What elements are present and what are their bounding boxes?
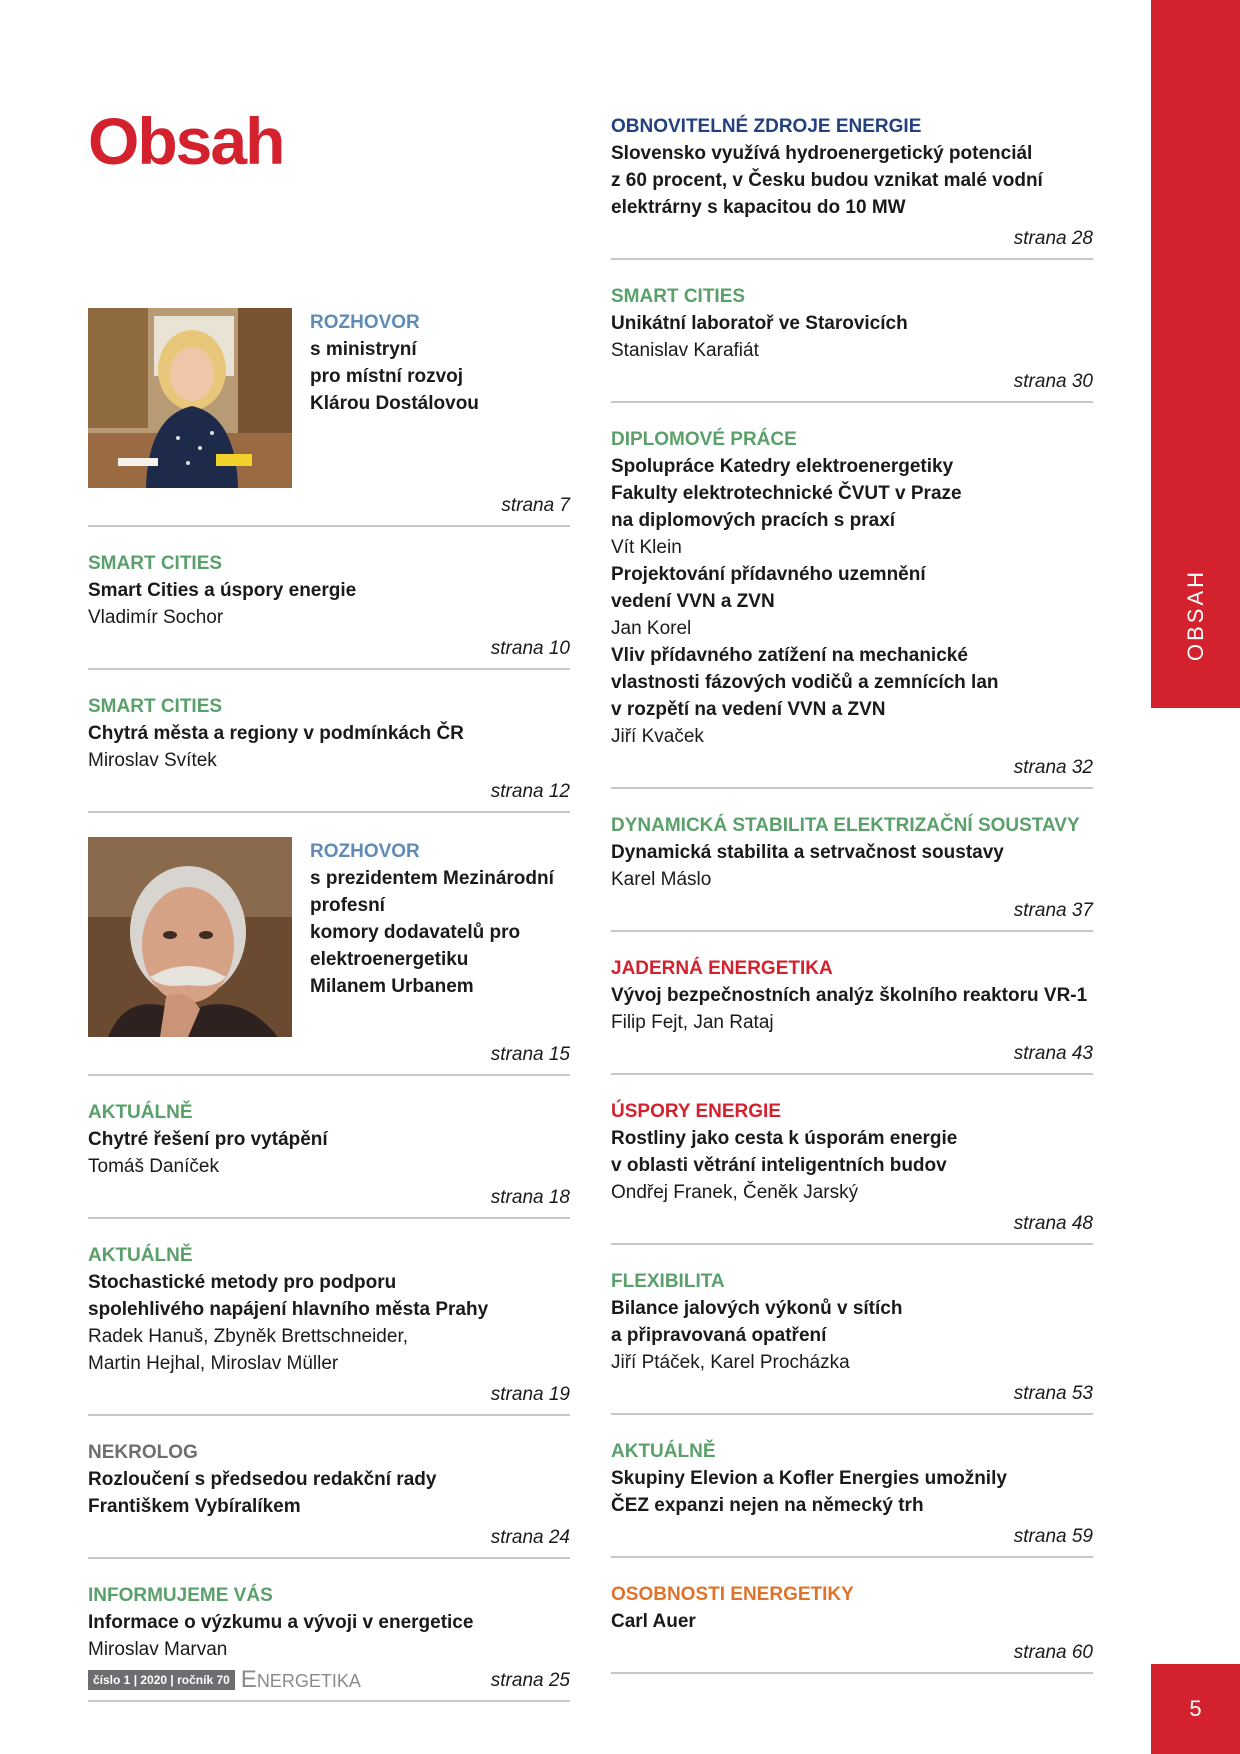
article-title-line: komory dodavatelů pro [310, 922, 521, 943]
page-reference: strana 32 [1013, 757, 1093, 778]
page-reference: strana 7 [501, 495, 570, 516]
article-title-line: Fakulty elektrotechnické ČVUT v Praze [611, 483, 962, 504]
article-author: Radek Hanuš, Zbyněk Brettschneider, [88, 1326, 409, 1347]
toc-entry-row [88, 837, 570, 1037]
article-title-line: Stochastické metody pro podporu [88, 1272, 397, 1293]
page-reference: strana 10 [490, 638, 570, 659]
page-reference: strana 37 [1013, 900, 1093, 921]
toc-left-column [88, 308, 570, 1726]
article-title-line: Informace o výzkumu a vývoji v energetice [88, 1612, 474, 1633]
article-author: Miroslav Marvan [88, 1639, 228, 1660]
article-title-line: Vliv přídavného zatížení na mechanické [611, 645, 968, 666]
side-tab-label: OBSAH [1182, 568, 1208, 662]
page-reference: strana 18 [490, 1187, 570, 1208]
category-label: AKTUÁLNĚ [88, 1245, 193, 1266]
category-label: SMART CITIES [611, 286, 746, 307]
category-label: ROZHOVOR [310, 312, 420, 333]
toc-entry[interactable] [88, 1243, 570, 1416]
article-title-line: Carl Auer [611, 1611, 696, 1632]
article-title-line: na diplomových pracích s praxí [611, 510, 896, 531]
article-title-line: vedení VVN a ZVN [611, 591, 775, 612]
toc-entry[interactable] [88, 551, 570, 670]
article-title-line: Rostliny jako cesta k úsporám energie [611, 1128, 958, 1149]
toc-entry-row [88, 308, 570, 488]
article-author: Martin Hejhal, Miroslav Müller [88, 1353, 339, 1374]
category-label: DIPLOMOVÉ PRÁCE [611, 429, 797, 450]
page-number-box [1151, 1664, 1240, 1754]
page-reference: strana 53 [1013, 1383, 1093, 1404]
article-author: Jan Korel [611, 618, 692, 639]
page-reference: strana 25 [490, 1670, 570, 1691]
issue-tag: číslo 1 | 2020 | ročník 70 [88, 1670, 235, 1690]
category-label: AKTUÁLNĚ [611, 1441, 716, 1462]
article-title-line: spolehlivého napájení hlavního města Prahy [88, 1299, 489, 1320]
page-reference: strana 19 [490, 1384, 570, 1405]
category-label: INFORMUJEME VÁS [88, 1585, 273, 1606]
article-title-line: s prezidentem Mezinárodní [310, 868, 554, 889]
toc-entry[interactable] [611, 1269, 1093, 1415]
category-label: FLEXIBILITA [611, 1271, 725, 1292]
category-label: NEKROLOG [88, 1442, 198, 1463]
article-title-line: z 60 procent, v Česku budou vznikat malé vodní [611, 170, 1043, 191]
article-title-line: elektrárny s kapacitou do 10 MW [611, 197, 906, 218]
page-number: 5 [1189, 1696, 1202, 1721]
article-title-line: v oblasti větrání inteligentních budov [611, 1155, 947, 1176]
page-title: Obsah [88, 104, 284, 178]
page-reference: strana 48 [1013, 1213, 1093, 1234]
toc-entry[interactable] [611, 1099, 1093, 1245]
article-title-line: pro místní rozvoj [310, 366, 464, 387]
category-label: DYNAMICKÁ STABILITA ELEKTRIZAČNÍ SOUSTAVY [611, 815, 1080, 836]
article-title-line: Bilance jalových výkonů v sítích [611, 1298, 903, 1319]
article-title-line: Projektování přídavného uzemnění [611, 564, 926, 585]
toc-entry[interactable] [88, 837, 570, 1076]
category-label: ROZHOVOR [310, 841, 420, 862]
page-reference: strana 15 [490, 1044, 570, 1065]
president-portrait [88, 837, 292, 1037]
article-title-line: Vývoj bezpečnostních analýz školního reaktoru VR-1 [611, 985, 1088, 1006]
article-title-line: Dynamická stabilita a setrvačnost soustavy [611, 842, 1004, 863]
article-author: Vladimír Sochor [88, 607, 224, 628]
article-author: Jiří Ptáček, Karel Procházka [611, 1352, 850, 1373]
toc-entry[interactable] [88, 694, 570, 813]
article-author: Karel Máslo [611, 869, 712, 890]
toc-entry-text [310, 837, 570, 1037]
toc-right-column [611, 114, 1093, 1698]
category-label: AKTUÁLNĚ [88, 1102, 193, 1123]
page-reference: strana 30 [1013, 371, 1093, 392]
toc-entry[interactable] [611, 1582, 1093, 1674]
category-label: OBNOVITELNÉ ZDROJE ENERGIE [611, 116, 922, 137]
article-title-line: ČEZ expanzi nejen na německý trh [611, 1495, 924, 1516]
article-title-line: Františkem Vybíralíkem [88, 1496, 301, 1517]
minister-portrait [88, 308, 292, 488]
article-author: Vít Klein [611, 537, 682, 558]
article-title-line: Rozloučení s předsedou redakční rady [88, 1469, 437, 1490]
article-title-line: Smart Cities a úspory energie [88, 580, 357, 601]
article-title-line: Slovensko využívá hydroenergetický potenciál [611, 143, 1033, 164]
page-reference: strana 28 [1013, 228, 1093, 249]
toc-entry-text [310, 308, 570, 488]
article-title-line: Klárou Dostálovou [310, 393, 479, 414]
article-title-line: Skupiny Elevion a Kofler Energies umožnily [611, 1468, 1007, 1489]
article-author: Tomáš Daníček [88, 1156, 219, 1177]
article-author: Miroslav Svítek [88, 750, 217, 771]
brand-logo: ENERGETIKA [240, 1666, 361, 1693]
toc-entry[interactable] [88, 1100, 570, 1219]
category-label: JADERNÁ ENERGETIKA [611, 958, 833, 979]
article-title-line: Unikátní laboratoř ve Starovicích [611, 313, 908, 334]
article-title-line: v rozpětí na vedení VVN a ZVN [611, 699, 886, 720]
toc-entry[interactable] [611, 284, 1093, 403]
page-reference: strana 24 [490, 1527, 570, 1548]
category-label: SMART CITIES [88, 696, 223, 717]
toc-entry[interactable] [88, 308, 570, 527]
toc-entry[interactable] [611, 956, 1093, 1075]
page-reference: strana 59 [1013, 1526, 1093, 1547]
article-author: Stanislav Karafiát [611, 340, 759, 361]
article-title-line: a připravovaná opatření [611, 1325, 827, 1346]
article-author: Filip Fejt, Jan Rataj [611, 1012, 774, 1033]
article-author: Ondřej Franek, Čeněk Jarský [611, 1182, 859, 1203]
toc-entry[interactable] [611, 813, 1093, 932]
category-label: SMART CITIES [88, 553, 223, 574]
page-reference: strana 60 [1013, 1642, 1093, 1663]
article-title-line: vlastnosti fázových vodičů a zemnících lan [611, 672, 999, 693]
toc-entry[interactable] [611, 114, 1093, 260]
article-title-line: profesní [310, 895, 385, 916]
side-tab [1151, 0, 1240, 708]
article-title-line: s ministryní [310, 339, 417, 360]
article-title-line: Chytré řešení pro vytápění [88, 1129, 328, 1150]
toc-entry[interactable] [88, 1440, 570, 1559]
category-label: ÚSPORY ENERGIE [611, 1101, 781, 1122]
toc-entry[interactable] [611, 427, 1093, 789]
article-title-line: Spolupráce Katedry elektroenergetiky [611, 456, 954, 477]
article-title-line: elektroenergetiku [310, 949, 469, 970]
article-author: Jiří Kvaček [611, 726, 704, 747]
page-reference: strana 12 [490, 781, 570, 802]
category-label: OSOBNOSTI ENERGETIKY [611, 1584, 854, 1605]
toc-entry[interactable] [611, 1439, 1093, 1558]
footer [88, 1666, 361, 1694]
article-title-line: Milanem Urbanem [310, 976, 474, 997]
article-title-line: Chytrá města a regiony v podmínkách ČR [88, 723, 464, 744]
page-reference: strana 43 [1013, 1043, 1093, 1064]
